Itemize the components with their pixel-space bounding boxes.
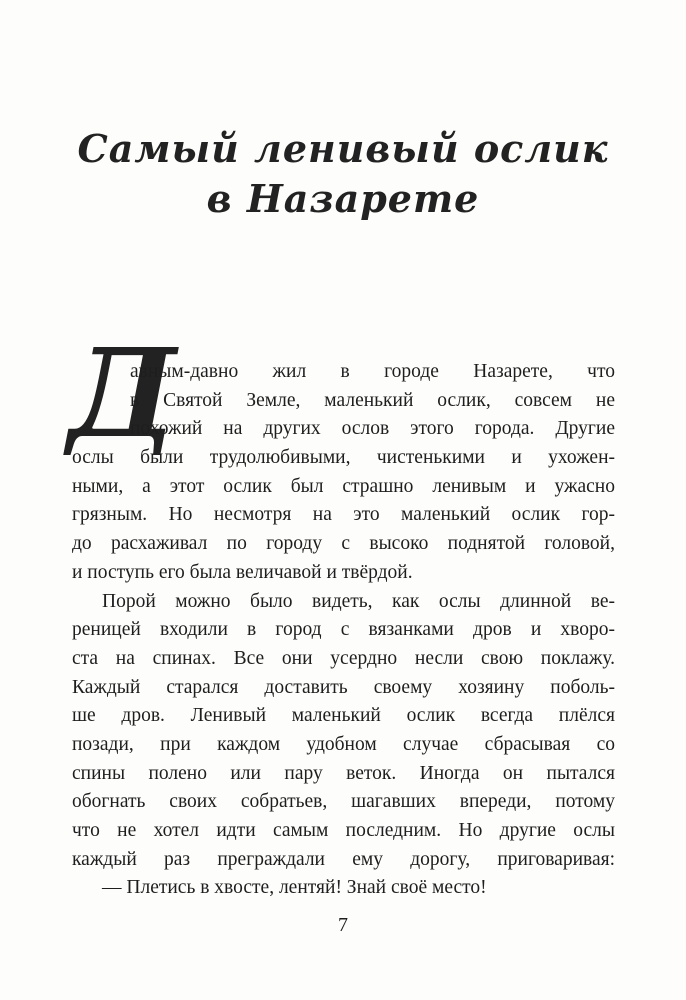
text-line: ста на спинах. Все они усердно несли свою поклажу. <box>72 647 615 669</box>
text-line: до расхаживал по городу с высоко поднятой головой, <box>72 533 615 555</box>
text-line: спины полено или пару веток. Иногда он пытался <box>72 762 615 784</box>
text-line: — Плетись в хвосте, лентяй! Знай своё место! <box>102 877 487 899</box>
chapter-title-line-1: Самый ленивый ослик <box>77 126 609 171</box>
text-line: обогнать своих собратьев, шагавших впереди, потому <box>72 791 615 813</box>
text-line: позади, при каждом удобном случае сбрасывая со <box>72 733 615 755</box>
body-text <box>72 358 615 903</box>
text-line: и поступь его была величавой и твёрдой. <box>72 561 413 583</box>
text-line: грязным. Но несмотря на это маленький ослик гор- <box>72 504 615 526</box>
text-line: похожий на других ослов этого города. Другие <box>130 418 615 440</box>
text-line: ными, а этот ослик был страшно ленивым и ужасно <box>72 475 615 497</box>
text-line: Каждый старался доставить своему хозяину поболь- <box>72 676 615 698</box>
text-line: реницей входили в город с вязанками дров и хворо- <box>72 619 615 641</box>
text-line: ше дров. Ленивый маленький ослик всегда плёлся <box>72 705 615 727</box>
text-line: что не хотел идти самым последним. Но другие ослы <box>72 820 615 841</box>
text-line: Порой можно было видеть, как ослы длинной ве- <box>102 590 615 612</box>
text-line: ослы были трудолюбивыми, чистенькими и ухожен- <box>72 447 615 469</box>
drop-cap: Д <box>68 321 177 465</box>
text-line: каждый раз преграждали ему дорогу, приговаривая: <box>72 848 615 870</box>
chapter-title-line-2: в Назарете <box>206 176 480 221</box>
page-number: 7 <box>338 914 348 936</box>
text-line: в Святой Земле, маленький ослик, совсем не <box>130 389 615 411</box>
text-line: авным-давно жил в городе Назарете, что <box>130 361 615 382</box>
